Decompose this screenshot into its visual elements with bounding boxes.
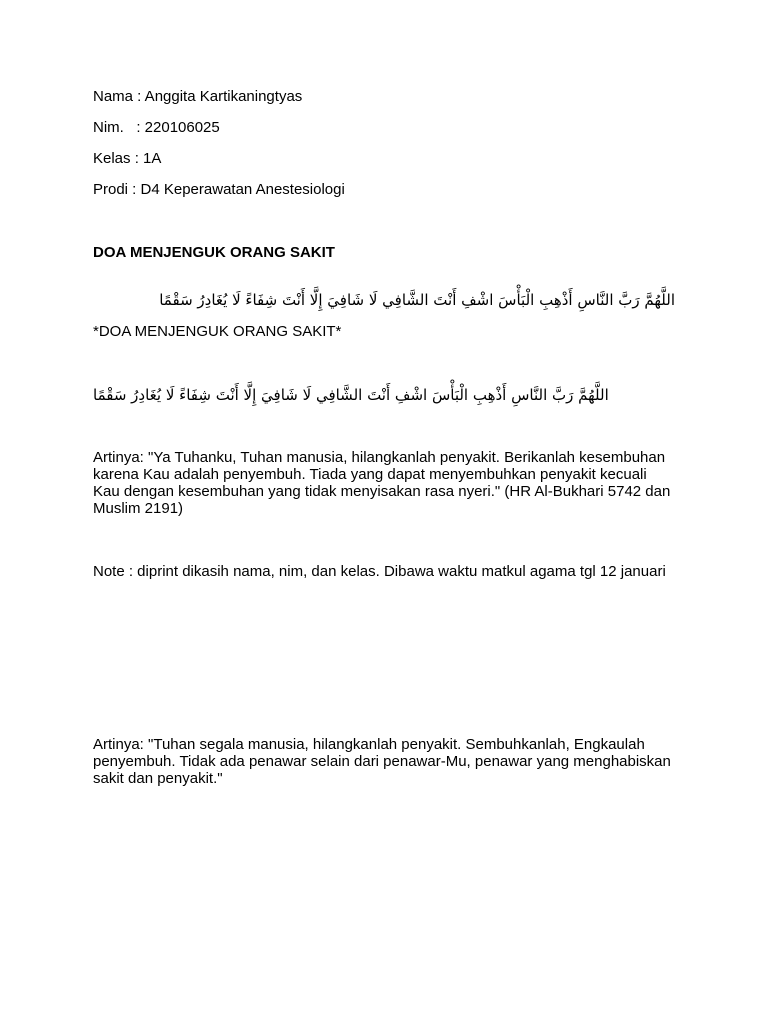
student-name: Nama : Anggita Kartikaningtyas <box>93 88 303 105</box>
section1-title: DOA MENJENGUK ORANG SAKIT <box>93 244 335 261</box>
second-translation: Artinya: "Tuhan segala manusia, hilangkanlah penyakit. Sembuhkanlah, Engkaulah penyembuh. Tidak ada penawar selain dari penawar-Mu, penawar yang menghabiskan sakit dan penyakit." <box>93 736 671 787</box>
section2-translation: Artinya: "Ya Tuhanku, Tuhan manusia, hilangkanlah penyakit. Berikanlah kesembuhan karena Kau adalah penyembuh. Tiada yang dapat menyembuhkan penyakit kecuali Kau dengan kesembuhan yang tidak menyisakan rasa nyeri." (HR Al-Bukhari 5742 dan Muslim 2191) <box>93 449 671 517</box>
section2-arabic-prayer: اللَّهُمَّ رَبَّ النَّاسِ أَذْهِبِ الْبَأْسَ اشْفِ أَنْتَ الشَّافِي لَا شَافِيَ إِلَّا أَنْتَ شِفَاءً لَا يُغَادِرُ سَقْمًا <box>93 386 609 404</box>
section1-arabic-prayer: اللَّهُمَّ رَبَّ النَّاسِ أَذْهِبِ الْبَأْسَ اشْفِ أَنْتَ الشَّافِي لَا شَافِيَ إِلَّا أَنْتَ شِفَاءً لَا يُغَادِرُ سَقْمًا <box>159 291 675 309</box>
section2-title: *DOA MENJENGUK ORANG SAKIT* <box>93 323 342 340</box>
student-class: Kelas : 1A <box>93 150 162 167</box>
study-program: Prodi : D4 Keperawatan Anestesiologi <box>93 181 345 198</box>
print-note: Note : diprint dikasih nama, nim, dan kelas. Dibawa waktu matkul agama tgl 12 januari <box>93 563 666 580</box>
student-nim: Nim. : 220106025 <box>93 119 220 136</box>
